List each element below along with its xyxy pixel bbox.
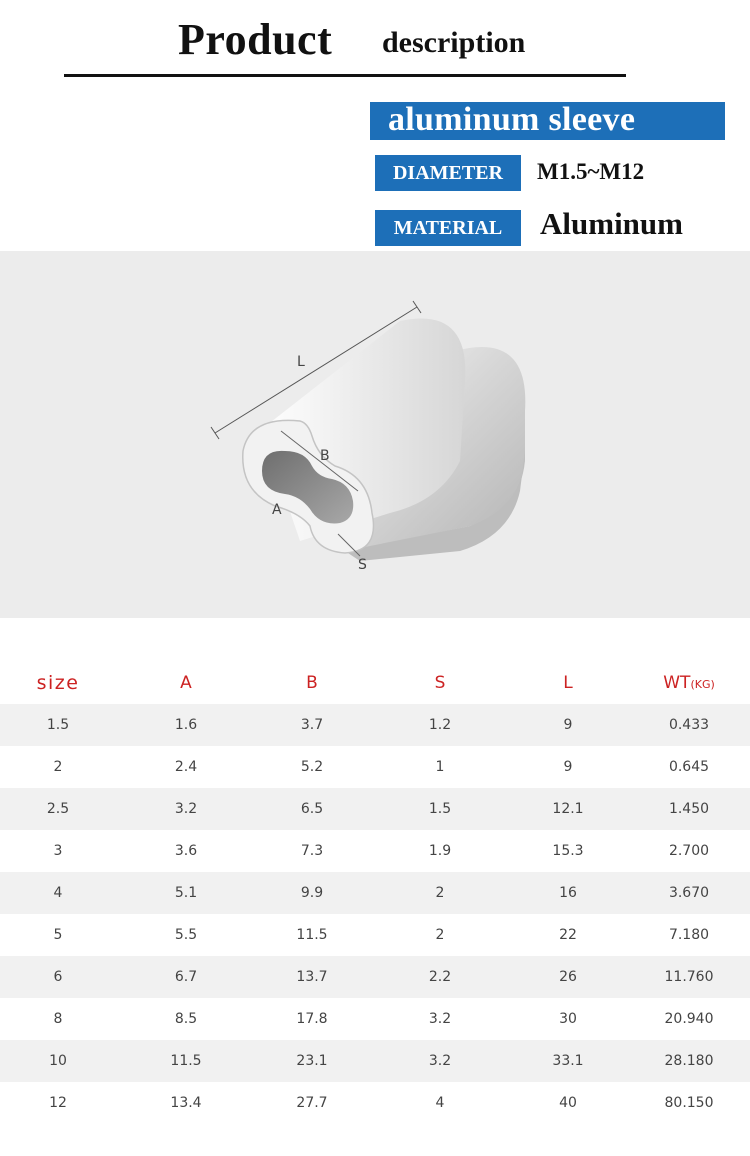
table-row <box>0 956 750 998</box>
cell-b: 3.7 <box>300 717 324 733</box>
cell-size: 2 <box>53 759 63 775</box>
cell-s: 4 <box>435 1095 445 1111</box>
table-row <box>0 788 750 830</box>
cell-l: 9 <box>563 759 573 775</box>
cell-wt: 11.760 <box>664 969 714 985</box>
header-l: L <box>563 673 573 693</box>
cell-size: 8 <box>53 1011 63 1027</box>
cell-l: 16 <box>559 885 577 901</box>
cell-l: 40 <box>559 1095 577 1111</box>
cell-a: 13.4 <box>170 1095 202 1111</box>
cell-s: 1 <box>435 759 445 775</box>
cell-a: 2.4 <box>174 759 198 775</box>
cell-l: 26 <box>559 969 577 985</box>
table-row <box>0 872 750 914</box>
cell-s: 2 <box>435 927 445 943</box>
cell-size: 3 <box>53 843 63 859</box>
cell-b: 11.5 <box>296 927 328 943</box>
b-label: B <box>320 448 330 464</box>
table-header-row <box>0 662 750 704</box>
cell-l: 33.1 <box>552 1053 584 1069</box>
cell-s: 1.9 <box>428 843 452 859</box>
table-row <box>0 914 750 956</box>
cell-wt: 3.670 <box>668 885 710 901</box>
cell-s: 2.2 <box>428 969 452 985</box>
cell-size: 6 <box>53 969 63 985</box>
material-value: Aluminum <box>540 206 683 241</box>
material-label-text: MATERIAL <box>393 217 503 239</box>
product-name-banner <box>370 102 725 140</box>
spacer <box>0 618 750 662</box>
header-a: A <box>180 673 192 693</box>
title-underline <box>64 74 626 77</box>
cell-wt: 28.180 <box>664 1053 714 1069</box>
cell-s: 2 <box>435 885 445 901</box>
cell-size: 12 <box>49 1095 67 1111</box>
header-s: S <box>434 673 446 693</box>
cell-wt: 0.645 <box>668 759 710 775</box>
cell-l: 12.1 <box>552 801 584 817</box>
table-row <box>0 998 750 1040</box>
cell-s: 1.5 <box>428 801 452 817</box>
diameter-label-text: DIAMETER <box>392 162 503 184</box>
cell-b: 6.5 <box>300 801 324 817</box>
cell-wt: 2.700 <box>668 843 710 859</box>
cell-size: 5 <box>53 927 63 943</box>
cell-s: 1.2 <box>428 717 452 733</box>
cell-a: 11.5 <box>170 1053 202 1069</box>
page-title: Product <box>178 15 333 64</box>
a-label: A <box>272 502 282 518</box>
length-label: L <box>297 354 305 370</box>
product-photo <box>0 251 750 618</box>
cell-a: 5.1 <box>174 885 198 901</box>
diameter-label <box>375 155 521 191</box>
cell-a: 3.2 <box>174 801 198 817</box>
cell-a: 8.5 <box>174 1011 198 1027</box>
header-wt-unit: (KG) <box>690 678 715 691</box>
cell-wt: 0.433 <box>668 717 710 733</box>
cell-b: 13.7 <box>296 969 328 985</box>
cell-l: 15.3 <box>552 843 584 859</box>
cell-b: 5.2 <box>300 759 324 775</box>
cell-l: 22 <box>559 927 577 943</box>
cell-size: 10 <box>49 1053 67 1069</box>
table-row <box>0 1082 750 1124</box>
diameter-value: M1.5~M12 <box>537 159 645 184</box>
cell-size: 1.5 <box>46 717 70 733</box>
sleeve-illustration <box>0 251 750 618</box>
cell-wt: 20.940 <box>664 1011 714 1027</box>
cell-s: 3.2 <box>428 1053 452 1069</box>
material-label <box>375 210 521 246</box>
header-wt-label: WT <box>663 673 691 693</box>
cell-b: 23.1 <box>296 1053 328 1069</box>
cell-wt: 1.450 <box>668 801 710 817</box>
cell-s: 3.2 <box>428 1011 452 1027</box>
header-b: B <box>306 673 318 693</box>
page-header <box>0 14 750 74</box>
cell-b: 17.8 <box>296 1011 328 1027</box>
product-name: aluminum sleeve <box>388 101 636 138</box>
cell-wt: 7.180 <box>668 927 710 943</box>
cell-wt: 80.150 <box>664 1095 714 1111</box>
table-row <box>0 746 750 788</box>
header-wt <box>634 662 744 704</box>
cell-l: 30 <box>559 1011 577 1027</box>
table-row <box>0 1040 750 1082</box>
s-label: S <box>358 557 367 573</box>
cell-b: 7.3 <box>300 843 324 859</box>
cell-a: 6.7 <box>174 969 198 985</box>
cell-b: 9.9 <box>300 885 324 901</box>
table-row <box>0 704 750 746</box>
header-size: size <box>36 672 80 694</box>
cell-a: 1.6 <box>174 717 198 733</box>
cell-size: 2.5 <box>46 801 70 817</box>
table-row <box>0 830 750 872</box>
cell-size: 4 <box>53 885 63 901</box>
cell-a: 3.6 <box>174 843 198 859</box>
cell-a: 5.5 <box>174 927 198 943</box>
cell-l: 9 <box>563 717 573 733</box>
page-subtitle: description <box>382 26 526 59</box>
cell-b: 27.7 <box>296 1095 328 1111</box>
